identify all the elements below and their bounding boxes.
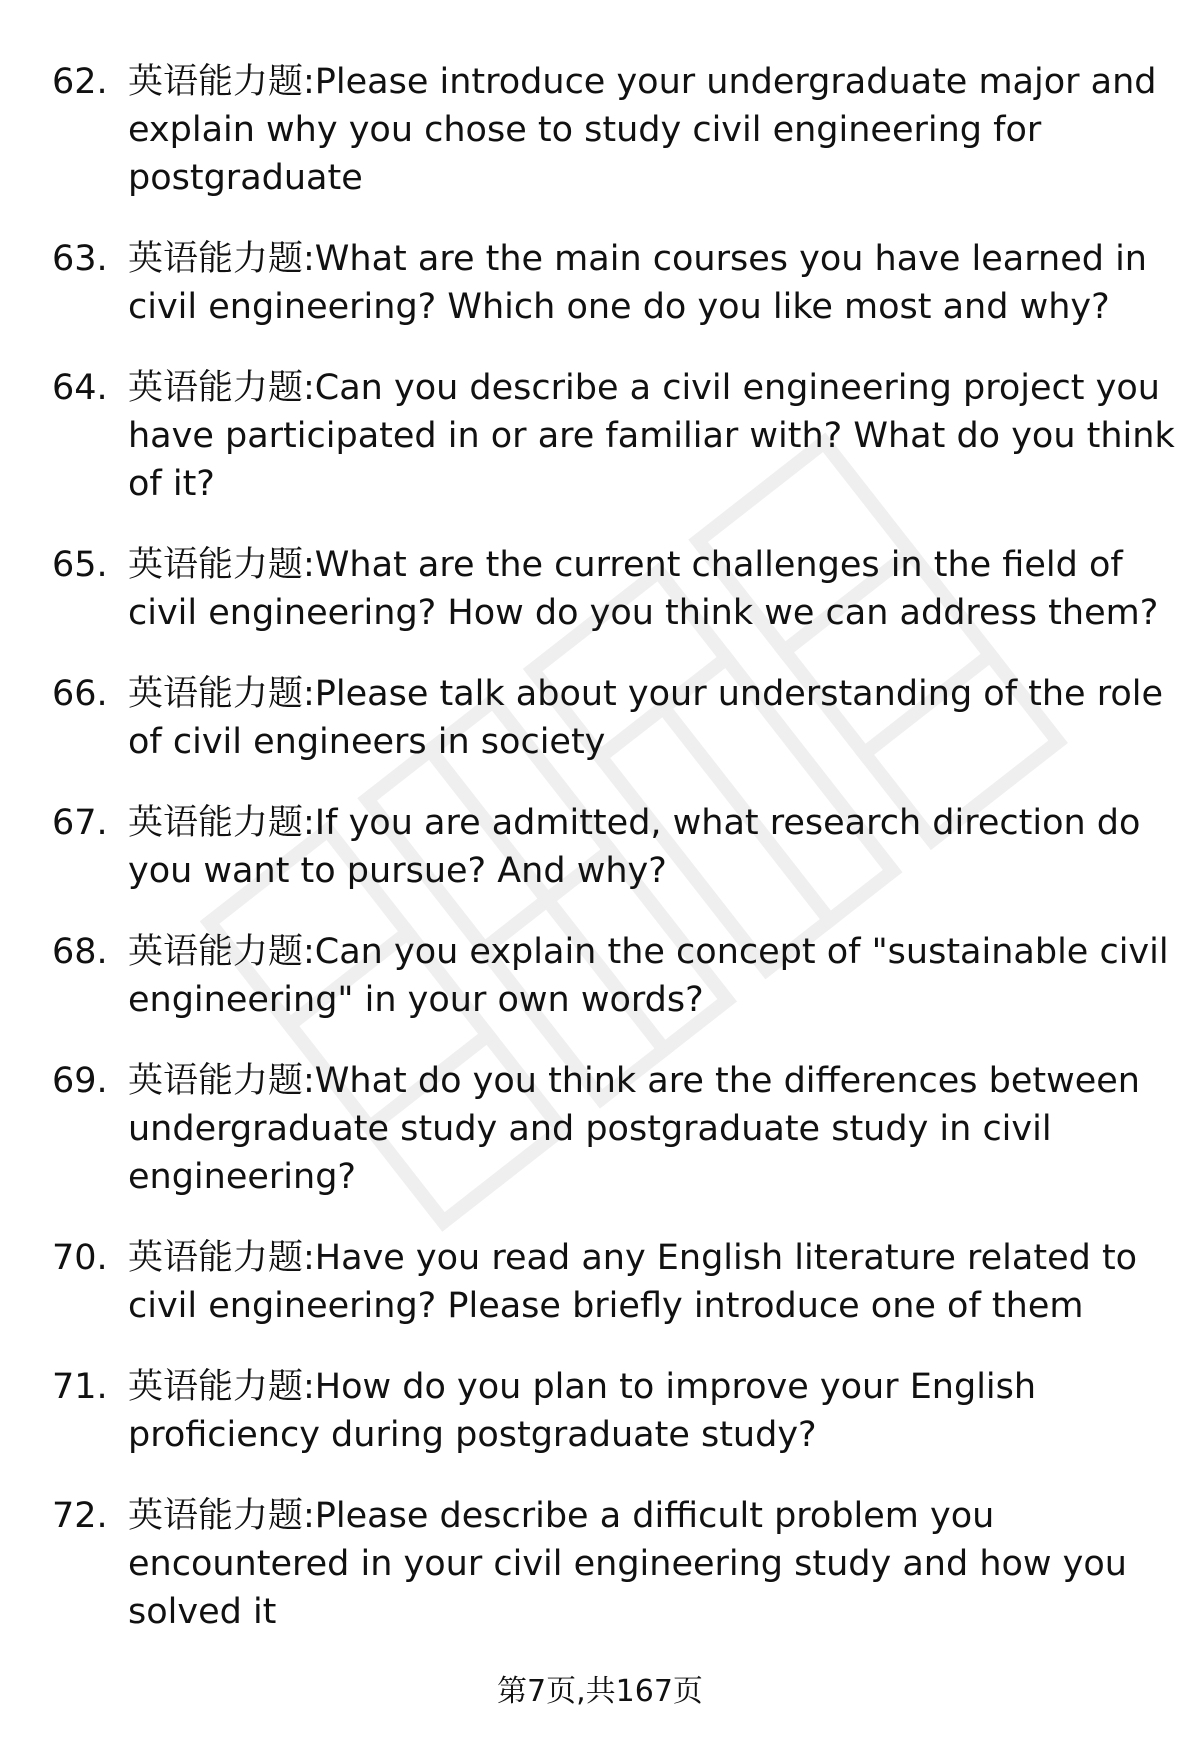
question-item: [0, 58, 1200, 202]
question-number: 67.: [52, 803, 108, 843]
question-label: 英语能力题:: [128, 545, 315, 585]
question-text: How do you plan to improve your English proficiency during postgraduate study?: [128, 1367, 1037, 1455]
question-number: 71.: [52, 1367, 108, 1407]
page-indicator: 第7页,共167页: [497, 1674, 703, 1709]
question-item: [0, 364, 1200, 508]
question-text: Please talk about your understanding of the role of civil engineers in society: [128, 674, 1163, 762]
question-number: 64.: [52, 368, 108, 408]
question-label: 英语能力题:: [128, 368, 315, 408]
question-label: 英语能力题:: [128, 1238, 315, 1278]
question-text: If you are admitted, what research direction do you want to pursue? And why?: [128, 803, 1141, 891]
question-text: Please introduce your undergraduate major and explain why you chose to study civil engineering for postgraduate: [128, 62, 1157, 198]
question-item: [0, 928, 1200, 1024]
question-label: 英语能力题:: [128, 62, 315, 102]
question-item: [0, 1363, 1200, 1459]
question-item: [0, 1492, 1200, 1636]
question-number: 72.: [52, 1496, 108, 1536]
question-label: 英语能力题:: [128, 239, 315, 279]
question-item: [0, 541, 1200, 637]
question-label: 英语能力题:: [128, 1496, 315, 1536]
question-label: 英语能力题:: [128, 1367, 315, 1407]
question-text: Can you explain the concept of "sustainable civil engineering" in your own words?: [128, 932, 1169, 1020]
question-item: [0, 799, 1200, 895]
question-item: [0, 670, 1200, 766]
question-number: 69.: [52, 1061, 108, 1101]
question-list: [0, 58, 1200, 1669]
question-label: 英语能力题:: [128, 1061, 315, 1101]
question-text: What are the current challenges in the field of civil engineering? How do you think we can address them?: [128, 545, 1159, 633]
question-item: [0, 1057, 1200, 1201]
question-label: 英语能力题:: [128, 932, 315, 972]
page-footer: [0, 1672, 1200, 1712]
question-number: 62.: [52, 62, 108, 102]
question-number: 68.: [52, 932, 108, 972]
question-number: 63.: [52, 239, 108, 279]
question-item: [0, 1234, 1200, 1330]
question-number: 65.: [52, 545, 108, 585]
question-text: Please describe a difficult problem you encountered in your civil engineering study and how you solved it: [128, 1496, 1127, 1632]
question-text: What do you think are the differences between undergraduate study and postgraduate study in civil engineering?: [128, 1061, 1140, 1197]
question-label: 英语能力题:: [128, 803, 315, 843]
question-number: 66.: [52, 674, 108, 714]
question-number: 70.: [52, 1238, 108, 1278]
question-item: [0, 235, 1200, 331]
question-text: What are the main courses you have learned in civil engineering? Which one do you like most and why?: [128, 239, 1147, 327]
question-text: Can you describe a civil engineering project you have participated in or are familiar with? What do you think of it?: [128, 368, 1175, 504]
question-label: 英语能力题:: [128, 674, 315, 714]
question-text: Have you read any English literature related to civil engineering? Please briefly introduce one of them: [128, 1238, 1138, 1326]
